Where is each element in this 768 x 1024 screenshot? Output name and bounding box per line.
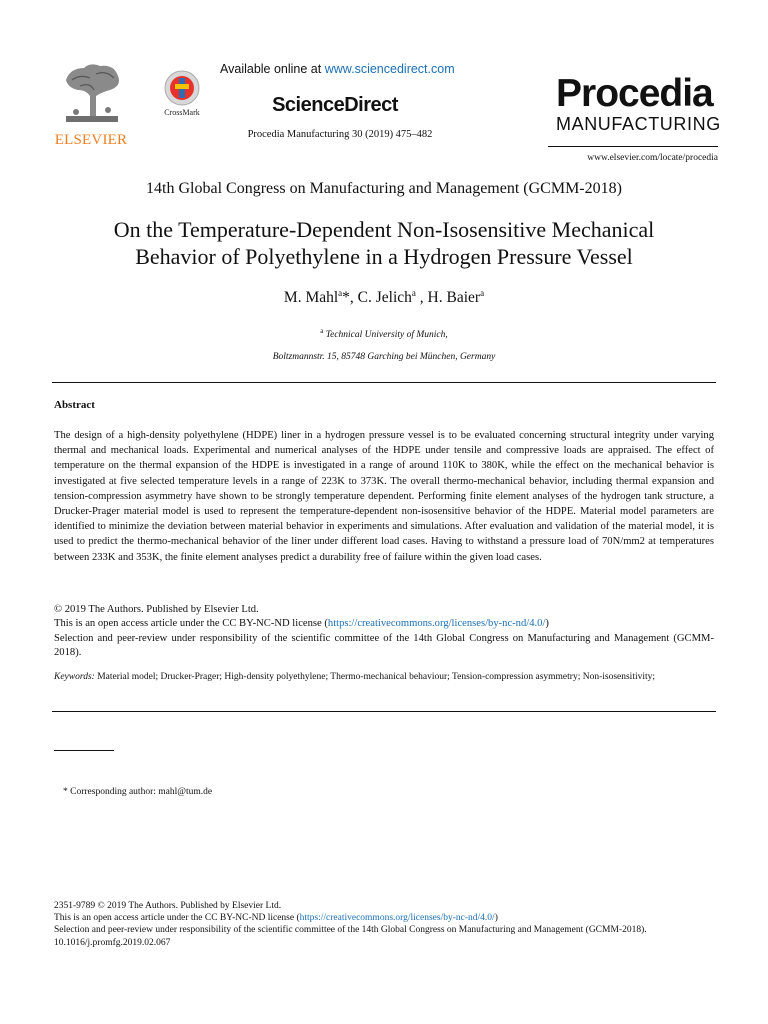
procedia-title: Procedia [556, 72, 713, 115]
copyright-block [54, 603, 714, 660]
paper-title-line-1: On the Temperature-Dependent Non-Isosensitive Mechanical [113, 217, 655, 242]
author-list [60, 288, 708, 307]
conference-name: 14th Global Congress on Manufacturing and Management (GCMM-2018) [146, 180, 622, 197]
footer-doi[interactable]: 10.1016/j.promfg.2019.02.067 [54, 937, 171, 948]
keywords-label: Keywords: [54, 672, 95, 682]
footer-license [54, 912, 716, 924]
available-prefix: Available online at [220, 62, 325, 76]
elsevier-wordmark: ELSEVIER [54, 132, 128, 148]
elsevier-logo [52, 60, 130, 150]
license-suffix: ) [545, 618, 549, 630]
footer-peer-review: Selection and peer-review under responsibility of the scientific committee of the 14th Global Congress on Manufacturing and Management (GCMM-2018). [54, 925, 647, 936]
footer-license-suffix: ) [494, 913, 498, 924]
crossmark-icon [164, 70, 200, 106]
crossmark-badge[interactable] [156, 70, 208, 120]
available-online [220, 62, 520, 76]
header-divider [548, 146, 718, 147]
paper-title [60, 216, 708, 270]
author-affil-mark: a [480, 288, 485, 298]
author-separator: , [415, 289, 428, 306]
elsevier-tree-icon [60, 60, 124, 124]
peer-review-line: Selection and peer-review under responsibility of the scientific committee of the 14th Global Congress on Manufacturing and Management (GCMM-2018). [54, 632, 714, 658]
footer-license-link[interactable]: https://creativecommons.org/licenses/by-nc-nd/4.0/ [299, 913, 495, 924]
crossmark-label: CrossMark [164, 108, 200, 117]
author-affil-mark: a [411, 288, 416, 298]
procedia-url[interactable]: www.elsevier.com/locate/procedia [587, 153, 718, 163]
abstract-bottom-rule [52, 711, 716, 712]
abstract-heading: Abstract [54, 399, 95, 411]
footer-license-prefix: This is an open access article under the CC BY-NC-ND license ( [54, 913, 300, 924]
author-name: C. Jelich [357, 289, 412, 306]
copyright-line: © 2019 The Authors. Published by Elsevier Ltd. [54, 604, 259, 615]
author-name: M. Mahl [283, 289, 339, 306]
sciencedirect-link[interactable]: www.sciencedirect.com [324, 62, 455, 76]
author-name: H. Baier [427, 289, 481, 306]
abstract-body: The design of a high-density polyethylene (HDPE) liner in a hydrogen pressure vessel is to be evaluated concerning structural integrity under varying thermal and mechanical loads. Experimental and numerical analyses of the HDPE under tensile and compressive loads are appraised. The effect of temperature on the thermal expansion of the HDPE is investigated in a range of around 110K to 380K, while the effect on the mechanical behavior is investigated at five selected temperature levels in a range of 223K to 373K. The overall thermo-mechanical behavior, including thermal expansion and tension-compression asymmetry have shown to be strongly temperature dependent. Performing finite element analyses of the hydrogen tank structure, a Drucker-Prager material model is used to represent the temperature-dependent non-isosensitive behavior of the HDPE. Material model parameters are identified to minimize the deviation between material behavior in experiments and simulations. After evaluation and validation of the material model, it is used to predict the thermo-mechanical behavior of the liner under different load cases. Having to withstand a pressure load of 70N/mm2 at temperatures between 233K and 353K, the finite element analyses predict a durability free of failure within the given load cases. [54, 430, 714, 563]
license-line [54, 617, 714, 631]
author-separator: *, [342, 289, 358, 306]
journal-reference: Procedia Manufacturing 30 (2019) 475–482 [247, 129, 433, 140]
affiliation-institution: Technical University of Munich, [325, 330, 448, 340]
sciencedirect-logo: ScienceDirect [272, 94, 398, 116]
corresponding-author: * Corresponding author: mahl@tum.de [63, 787, 213, 797]
abstract-top-rule [52, 382, 716, 383]
affiliation-mark: a [320, 327, 324, 335]
paper-title-line-2: Behavior of Polyethylene in a Hydrogen Pressure Vessel [135, 244, 633, 269]
keywords-list: Material model; Drucker-Prager; High-density polyethylene; Thermo-mechanical behaviour; Tension-compression asymmetry; Non-isosensitivity; [94, 672, 656, 682]
author-affil-mark: a [338, 288, 343, 298]
license-prefix: This is an open access article under the CC BY-NC-ND license ( [54, 618, 328, 630]
procedia-logo [556, 72, 721, 134]
affiliation-line-2: Boltzmannstr. 15, 85748 Garching bei München, Germany [272, 352, 496, 362]
footnote-divider [54, 750, 114, 751]
affiliation-line-1 [60, 320, 708, 346]
footer-issn: 2351-9789 © 2019 The Authors. Published by Elsevier Ltd. [54, 901, 282, 911]
page-footer [54, 900, 716, 949]
license-link[interactable]: https://creativecommons.org/licenses/by-nc-nd/4.0/ [327, 618, 546, 630]
procedia-subtitle: MANUFACTURING [556, 114, 721, 134]
affiliation [60, 320, 708, 368]
keywords [54, 671, 714, 685]
